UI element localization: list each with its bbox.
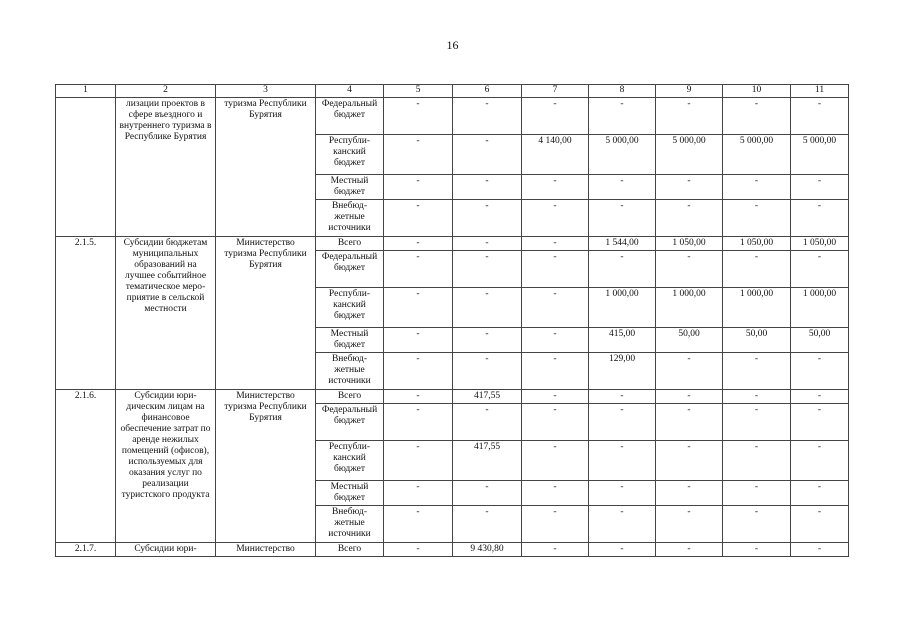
column-header: 9 <box>656 85 723 98</box>
amount-cell: 50,00 <box>656 328 723 353</box>
budget-table <box>55 84 849 557</box>
column-header: 7 <box>522 85 589 98</box>
amount-cell: - <box>453 328 522 353</box>
amount-cell: 1 000,00 <box>723 288 791 328</box>
funding-source-cell: Местный бюджет <box>316 175 384 200</box>
amount-cell: - <box>589 390 656 404</box>
column-header: 8 <box>589 85 656 98</box>
amount-cell: - <box>522 237 589 251</box>
amount-cell: - <box>656 390 723 404</box>
item-code-cell <box>56 98 116 237</box>
amount-cell: - <box>791 390 849 404</box>
amount-cell: - <box>589 506 656 543</box>
amount-cell: - <box>589 98 656 135</box>
amount-cell: - <box>791 404 849 441</box>
amount-cell: 5 000,00 <box>656 135 723 175</box>
amount-cell: - <box>589 441 656 481</box>
amount-cell: 5 000,00 <box>589 135 656 175</box>
amount-cell: - <box>656 175 723 200</box>
page-number: 16 <box>446 38 459 52</box>
amount-cell: - <box>384 404 453 441</box>
column-header: 11 <box>791 85 849 98</box>
amount-cell: - <box>522 328 589 353</box>
column-header: 3 <box>216 85 316 98</box>
funding-source-cell: Местный бюджет <box>316 328 384 353</box>
amount-cell: - <box>384 441 453 481</box>
amount-cell: - <box>656 98 723 135</box>
amount-cell: - <box>522 98 589 135</box>
funding-source-cell: Всего <box>316 390 384 404</box>
amount-cell: - <box>589 251 656 288</box>
amount-cell: 1 000,00 <box>791 288 849 328</box>
table-row <box>56 390 849 404</box>
header-row <box>56 85 849 98</box>
funding-source-cell: Всего <box>316 543 384 557</box>
funding-source-cell: Федеральный бюджет <box>316 251 384 288</box>
amount-cell: 50,00 <box>723 328 791 353</box>
amount-cell: 129,00 <box>589 353 656 390</box>
amount-cell: - <box>522 200 589 237</box>
funding-source-cell: Внебюджетные источники <box>316 506 384 543</box>
amount-cell: - <box>723 390 791 404</box>
funding-source-cell: Республиканский бюджет <box>316 288 384 328</box>
amount-cell: - <box>723 506 791 543</box>
amount-cell: 1 000,00 <box>589 288 656 328</box>
amount-cell: - <box>453 251 522 288</box>
amount-cell: 1 544,00 <box>589 237 656 251</box>
amount-cell: - <box>723 543 791 557</box>
executor-cell: туризма Республики Бурятия <box>216 98 316 237</box>
column-header: 4 <box>316 85 384 98</box>
amount-cell: - <box>656 353 723 390</box>
amount-cell: - <box>522 404 589 441</box>
item-code-cell: 2.1.5. <box>56 237 116 390</box>
amount-cell: - <box>589 200 656 237</box>
amount-cell: - <box>453 404 522 441</box>
amount-cell: - <box>656 506 723 543</box>
amount-cell: - <box>384 353 453 390</box>
funding-source-cell: Внебюджетные источники <box>316 200 384 237</box>
amount-cell: - <box>723 481 791 506</box>
amount-cell: 1 000,00 <box>656 288 723 328</box>
amount-cell: - <box>522 390 589 404</box>
amount-cell: - <box>589 543 656 557</box>
amount-cell: - <box>384 506 453 543</box>
column-header: 2 <box>116 85 216 98</box>
amount-cell: - <box>384 98 453 135</box>
amount-cell: - <box>384 175 453 200</box>
amount-cell: 1 050,00 <box>656 237 723 251</box>
amount-cell: - <box>791 506 849 543</box>
table-row <box>56 98 849 135</box>
funding-source-cell: Местный бюджет <box>316 481 384 506</box>
column-header: 5 <box>384 85 453 98</box>
amount-cell: - <box>522 543 589 557</box>
table-row <box>56 543 849 557</box>
amount-cell: 9 430,80 <box>453 543 522 557</box>
table-row <box>56 237 849 251</box>
funding-source-cell: Федеральный бюджет <box>316 404 384 441</box>
funding-source-cell: Внебюджетные источники <box>316 353 384 390</box>
amount-cell: - <box>453 288 522 328</box>
amount-cell: 50,00 <box>791 328 849 353</box>
amount-cell: - <box>384 200 453 237</box>
item-name-cell: Субсидии бюджетам муниципальных образований на лучшее событийное тематическое мероприятие в сельской местности <box>116 237 216 390</box>
amount-cell: - <box>384 135 453 175</box>
item-name-cell: лизации проектов в сфере въездного и внутреннего туризма в Республике Бурятия <box>116 98 216 237</box>
amount-cell: - <box>656 200 723 237</box>
amount-cell: - <box>522 353 589 390</box>
item-name-cell: Субсидии юридическим лицам на финансовое обеспечение затрат по аренде нежилых помещений (офисов), используемых для оказания услуг по реализации туристского продукта <box>116 390 216 543</box>
amount-cell: 4 140,00 <box>522 135 589 175</box>
executor-cell: Министерство <box>216 543 316 557</box>
amount-cell: - <box>453 481 522 506</box>
amount-cell: - <box>589 481 656 506</box>
amount-cell: - <box>723 441 791 481</box>
amount-cell: - <box>656 441 723 481</box>
amount-cell: - <box>723 251 791 288</box>
amount-cell: - <box>522 441 589 481</box>
amount-cell: - <box>522 251 589 288</box>
amount-cell: - <box>453 237 522 251</box>
amount-cell: 1 050,00 <box>791 237 849 251</box>
amount-cell: - <box>791 175 849 200</box>
amount-cell: - <box>384 288 453 328</box>
amount-cell: - <box>589 404 656 441</box>
amount-cell: - <box>791 200 849 237</box>
amount-cell: - <box>453 98 522 135</box>
executor-cell: Министерство туризма Республики Бурятия <box>216 390 316 543</box>
amount-cell: - <box>384 390 453 404</box>
amount-cell: - <box>453 200 522 237</box>
amount-cell: 5 000,00 <box>723 135 791 175</box>
amount-cell: 417,55 <box>453 390 522 404</box>
amount-cell: - <box>723 353 791 390</box>
amount-cell: - <box>453 353 522 390</box>
executor-cell: Министерство туризма Республики Бурятия <box>216 237 316 390</box>
funding-source-cell: Республиканский бюджет <box>316 135 384 175</box>
item-code-cell: 2.1.7. <box>56 543 116 557</box>
amount-cell: - <box>723 200 791 237</box>
amount-cell: - <box>453 135 522 175</box>
amount-cell: 417,55 <box>453 441 522 481</box>
amount-cell: - <box>453 506 522 543</box>
amount-cell: - <box>791 353 849 390</box>
funding-source-cell: Всего <box>316 237 384 251</box>
column-header: 1 <box>56 85 116 98</box>
amount-cell: - <box>589 175 656 200</box>
amount-cell: - <box>791 481 849 506</box>
amount-cell: - <box>656 481 723 506</box>
amount-cell: - <box>791 251 849 288</box>
amount-cell: - <box>522 481 589 506</box>
amount-cell: 415,00 <box>589 328 656 353</box>
amount-cell: - <box>384 481 453 506</box>
amount-cell: - <box>522 288 589 328</box>
amount-cell: - <box>791 441 849 481</box>
amount-cell: 5 000,00 <box>791 135 849 175</box>
amount-cell: 1 050,00 <box>723 237 791 251</box>
amount-cell: - <box>522 506 589 543</box>
amount-cell: - <box>384 237 453 251</box>
amount-cell: - <box>723 175 791 200</box>
amount-cell: - <box>453 175 522 200</box>
amount-cell: - <box>723 404 791 441</box>
column-header: 10 <box>723 85 791 98</box>
item-code-cell: 2.1.6. <box>56 390 116 543</box>
amount-cell: - <box>384 251 453 288</box>
amount-cell: - <box>723 98 791 135</box>
amount-cell: - <box>791 98 849 135</box>
column-header: 6 <box>453 85 522 98</box>
amount-cell: - <box>384 543 453 557</box>
amount-cell: - <box>656 543 723 557</box>
amount-cell: - <box>522 175 589 200</box>
funding-source-cell: Республиканский бюджет <box>316 441 384 481</box>
amount-cell: - <box>791 543 849 557</box>
amount-cell: - <box>656 404 723 441</box>
funding-source-cell: Федеральный бюджет <box>316 98 384 135</box>
item-name-cell: Субсидии юри- <box>116 543 216 557</box>
amount-cell: - <box>384 328 453 353</box>
amount-cell: - <box>656 251 723 288</box>
